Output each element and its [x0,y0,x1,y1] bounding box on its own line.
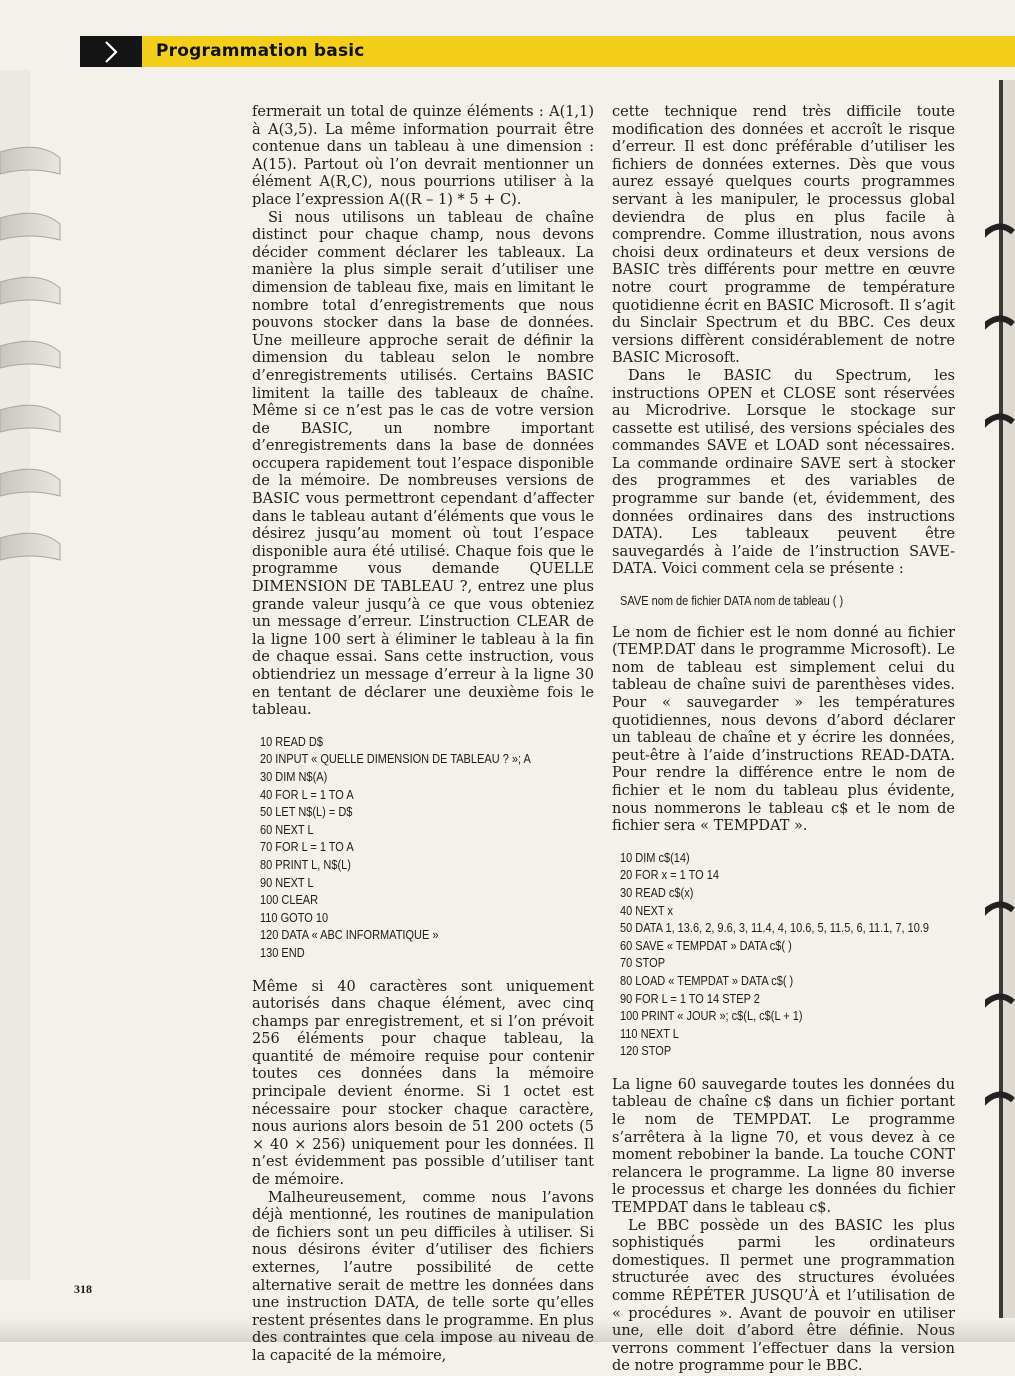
code-line: 90 FOR L = 1 TO 14 STEP 2 [620,991,760,1006]
code-line: 130 END [260,945,305,960]
code-line: 40 NEXT x [620,903,673,918]
right-paragraph-2: Dans le BASIC du Spectrum, les instructions OPEN et CLOSE sont réservées au Microdrive. Lorsque le stockage sur cassette est utilisé, des versions spéciales des commandes SAVE et LOAD sont nécessaires. La commande ordinaire SAVE sert à stocker des programmes et des variables de programme sur bande (et, évidemment, des données ordinaires dans des instructions DATA). Les tableaux peuvent être sauvegardés à l’aide de l’instruction SAVE-DATA. Voici comment cela se présente : [612,367,955,578]
right-paragraph-1: cette technique rend très difficile toute modification des données et accroît le risque d’erreur. Il est donc préférable d’utiliser les fichiers de données externes. Dès que vous aurez essayé quelques courts programmes servant à les manipuler, le processus global deviendra de plus en plus facile à comprendre. Comme illustration, nous avons choisi deux ordinateurs et deux versions de BASIC très différents pour mettre en œuvre notre court programme de température quotidienne écrit en BASIC Microsoft. Il s’agit du Sinclair Spectrum et du BBC. Ces deux versions diffèrent considérablement de notre BASIC Microsoft. [612,104,955,367]
binder-spine [985,80,1015,1342]
code-listing-spectrum [620,850,930,1061]
code-line: 50 LET N$(L) = D$ [260,805,353,820]
right-paragraph-4: La ligne 60 sauvegarde toutes les données du tableau de chaîne c$ dans un fichier portant le nom de TEMPDAT. Le programme s’arrêtera à la ligne 70, et vous devez à ce moment rebobiner la bande. La touche CONT relancera le programme. La ligne 80 inverse le processus et charge les données du fichier TEMPDAT dans le tableau c$. [612,1076,955,1217]
code-line: 70 STOP [620,956,666,971]
code-line: 80 PRINT L, N$(L) [260,857,351,872]
code-listing-microsoft [260,734,554,963]
code-line: 80 LOAD « TEMPDAT » DATA c$( ) [620,973,794,988]
code-line: 30 DIM N$(A) [260,769,328,784]
right-paragraph-3: Le nom de fichier est le nom donné au fichier (TEMP.DAT dans le programme Microsoft). Le nom de tableau est simplement celui du tableau de chaîne suivi de parenthèses vides. Pour « sauvegarder » les températures quotidiennes, nous devons d’abord déclarer un tableau de chaîne et y écrire les données, peut-être à l’aide d’instructions READ-DATA. Pour rendre la différence entre le nom de fichier et le nom du tableau plus évidente, nous nommerons le tableau c$ et le nom de fichier sera « TEMPDAT ». [612,624,955,835]
code-line: 120 DATA « ABC INFORMATIQUE » [260,928,439,943]
code-line: 10 READ D$ [260,734,323,749]
header-arrow-box [80,36,142,67]
code-line: 110 GOTO 10 [260,910,329,925]
save-syntax: SAVE nom de fichier DATA nom de tableau ( ) [620,594,844,609]
code-line: 70 FOR L = 1 TO A [260,840,354,855]
code-line: 40 FOR L = 1 TO A [260,787,354,802]
code-line: 50 DATA 1, 13.6, 2, 9.6, 3, 11.4, 4, 10.6, 5, 11.5, 6, 11.1, 7, 10.9 [620,921,930,936]
code-line: 60 SAVE « TEMPDAT » DATA c$( ) [620,938,792,953]
code-line: 110 NEXT L [620,1026,679,1041]
binder-tabs [0,70,88,1280]
chevron-right-icon [98,40,124,64]
code-line: 60 NEXT L [260,822,314,837]
code-line: 10 DIM c$(14) [620,850,690,865]
right-paragraph-5: Le BBC possède un des BASIC les plus sophistiqués parmi les ordinateurs domestiques. Il permet une programmation structurée avec des structures évoluées comme RÉPÉTER JUSQU’À et l’utilisation de « procédures ». Avant de pouvoir en utiliser une, elle doit d’abord être définie. Nous verrons comment l’effectuer dans la version de notre programme pour le BBC. [612,1217,955,1375]
code-line: 90 NEXT L [260,875,314,890]
code-line: 20 INPUT « QUELLE DIMENSION DE TABLEAU ? »; A [260,752,531,767]
left-paragraph-1: fermerait un total de quinze éléments : A(1,1) à A(3,5). La même information pourrait être contenue dans un tableau à une dimension : A(15). Partout où l’on devrait mentionner un élément A(R,C), nous pourrions utiliser à la place l’expression A((R – 1) * 5 + C). [252,104,594,208]
right-column [612,104,955,1376]
code-line: 120 STOP [620,1044,672,1059]
left-column [252,104,594,1366]
code-line: 30 READ c$(x) [620,885,694,900]
left-paragraph-3: Même si 40 caractères sont uniquement autorisés dans chaque élément, avec cinq champs par enregistrement, et si l’on prévoit 256 éléments pour chaque tableau, la quantité de mémoire requise pour contenir toutes ces données dans la mémoire principale devient énorme. Si 1 octet est nécessaire pour stocker chaque caractère, nous aurions alors besoin de 51 200 octets (5 × 40 × 256) uniquement pour les données. Il n’est évidemment pas possible d’utiliser tant de mémoire. [252,978,594,1189]
left-paragraph-4: Malheureusement, comme nous l’avons déjà mentionné, les routines de manipulation de fichiers sont un peu difficiles à utiliser. Si nous désirons éviter d’utiliser des fichiers externes, l’autre possibilité de cette alternative serait de mettre les données dans une instruction DATA, de telle sorte qu’elles restent présentes dans le programme. En plus des contraintes que cela impose au niveau de la capacité de la mémoire, [252,1189,594,1364]
code-line: 20 FOR x = 1 TO 14 [620,868,719,883]
code-line: 100 PRINT « JOUR »; c$(L, c$(L + 1) [620,1009,803,1024]
left-paragraph-2: Si nous utilisons un tableau de chaîne distinct pour chaque champ, nous devons décider comment déclarer les tableaux. La manière la plus simple serait d’utiliser une dimension de tableau fixe, mais en limitant le nombre total d’enregistrements que nous pouvons stocker dans la base de données. Une meilleure approche serait de définir la dimension du tableau selon le nombre d’enregistrements utilisés. Certains BASIC limitent la taille des tableaux de chaîne. Même si ce n’est pas le cas de votre version de BASIC, un nombre important d’enregistrements dans la base de données occupera rapidement tout l’espace disponible de la mémoire. De nombreuses versions de BASIC vous permettront cependant d’affecter dans le tableau autant d’éléments que vous le désirez jusqu’au moment où tout l’espace disponible aura été utilisé. Chaque fois que le programme vous demande QUELLE DIMENSION DE TABLEAU ?, entrez une plus grande valeur jusqu’à ce que vous obteniez un message d’erreur. L’instruction CLEAR de la ligne 100 sert à éliminer le tableau à la fin de chaque essai. Sans cette instruction, vous obtiendriez un message d’erreur à la ligne 30 en tentant de déclarer une deuxième fois le tableau. [252,209,594,719]
code-line: 100 CLEAR [260,893,319,908]
page-title: Programmation basic [156,41,365,61]
page-number: 318 [74,1282,92,1296]
